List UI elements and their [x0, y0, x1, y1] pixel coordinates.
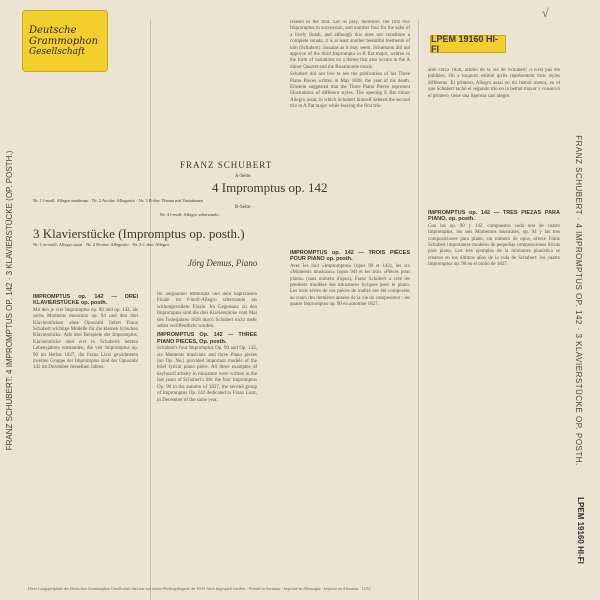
column-divider [150, 20, 151, 600]
logo-line-2: Grammophon [29, 35, 99, 47]
paragraph-fr-2: Schubert did not live to see the publication of his Three Piano Pieces written in May 1828, the year of his death. Einstein suggested that the Three Piano Pieces represent illustrations of different styles. The opening E flat minor Allegro assai, in which Schubert himself deleted the second trio in A flat major while leaving the first trio. [290, 72, 410, 110]
logo-line-3: Gesellschaft [29, 46, 85, 57]
dg-logo [22, 10, 108, 72]
footer-notice: Diese Langspielplatte der Deutschen Grammophon Gesellschaft darf nur mit einem Wiedergabegerät der Hi-Fi Serie abgespielt werden. · Printed in Germany · Imprimé en Allemagne · Impreso en Alemania · 12/62 [28, 586, 371, 591]
paragraph-es: Con los op. 90 y 142, compuestos cada uno de cuatro Impromptus, los seis Momentos musicales, op. 94 y las tres composiciones para piano, sin número de opus, ofrece Franz Schubert importantes modelos de pequeñas composiciones líricas para piano. Los tres ejemplos de la miniatura pianística se crearon en los últimos años de la vida de Schubert: los cuatro Impromptus op. 90 en el otoño de 1827. [428, 223, 560, 268]
paragraph-en: Schubert's four Impromptus Op. 90 and Op. 142, six Moments musicaux and three Piano pieces (no Op. No.) provided important models of the brief lyrical piano piece. All three examples of keyboard artistry in miniature were written in the last years of Schubert's life: the four Impromptus Op. 90 in the autumn of 1827, the second group of Impromptus Op. 142 dedicated to Franz Liszt, in December of the same year. [157, 346, 257, 403]
text-german-2 [157, 292, 257, 582]
paragraph-de-2: Im langsamen Mittelsatz und dem kapriziösen Finale im f-moll-Allegro scherzando als wirkungsvollem Finale. Im Gegensatz zu den Impromptus sind die drei Klavierstücke vom Mai des Todesjahres 1828 durch Schubert nicht mehr selbst veröffentlicht worden. [157, 292, 257, 330]
section-heading-fr: IMPROMPTUS op. 142 — TROIS PIÈCES POUR PIANO op. posth. [290, 250, 410, 263]
title-side-a: 4 Impromptus op. 142 [212, 180, 328, 195]
text-spanish-intro [428, 68, 560, 198]
spine-catalog-text: LPEM 19160 HI-FI [575, 496, 585, 564]
right-spine-text: FRANZ SCHUBERT · 4 IMPROMPTUS OP. 142 · 3 KLAVIERSTÜCKE OP. POSTH. [573, 134, 583, 466]
side-a-track-4: Nr. 4 f-moll: Allegro scherzando [160, 212, 219, 217]
logo-line-1: Deutsche [29, 24, 77, 36]
text-spanish [428, 208, 560, 582]
catalog-tag: LPEM 19160 HI-FI [430, 35, 506, 53]
title-side-b: 3 Klavierstücke (Impromptus op. posth.) [33, 226, 245, 241]
paragraph-es-2: ante cerca 1828, último de la vie de Schubert; il n'est pas été publiées. On a toujours estimé qu'ils représentent trois styles différents. El primero, Allegro assai en mi bemol menor, en el que Schubert tachó el segundo trío en la bemol mayor y conservó el primero, tiene una ligereza casi alegre. [428, 68, 560, 99]
composer-name: FRANZ SCHUBERT [180, 160, 273, 170]
performer: Jörg Demus, Piano [188, 258, 258, 268]
paragraph-fr: Avec les huit «Impromptus» (opus 90 et 142), les six «Moments musicaux» (opus 94) et les trois «Pièces pour piano» (sans numéro d'opus), Franz Schubert a créé les premiers modèles des miniatures lyriques pour le piano. Les trois séries de ces pièces de maître ont été composées au cours des dernières années de la vie du compositeur : les quatre Impromptus op. 90 en automne 1827. [290, 263, 410, 308]
section-heading-en: IMPROMPTUS Op. 142 — THREE PIANO PIECES, Op. posth. [157, 332, 257, 345]
side-a-track-list: Nr. 1 f-moll: Allegro moderato · Nr. 2 As-dur: Allegretto · Nr. 3 B-dur: Thema mit Variationen [33, 198, 203, 203]
text-french [290, 248, 410, 582]
paragraph-en-2: related to the first. Let us play, therefore, the first two Impromptus in succession, and number four for the sake of a lively finish, and although this does not constitute a complete sonata, it is at least another beautiful memento of him (Schubert). Sonatas as it may seem, Schumann did not approve of the third Impromptu in B flat major, written in the form of variations on a theme that also occurs in the A minor Quartet and the Rosamunde music. [290, 20, 410, 70]
text-english-2 [290, 20, 410, 260]
spine-catalog [570, 470, 590, 590]
side-b-track-list: Nr. 1 es-moll: Allegro assai · Nr. 2 Es-dur: Allegretto · Nr. 3 C-dur: Allegro [33, 242, 169, 247]
left-spine-text: FRANZ SCHUBERT: 4 IMPROMPTUS OP. 142 · 3 KLAVIERSTÜCKE (OP. POSTH.) [5, 150, 15, 450]
section-heading-de: IMPROMPTUS op. 142 — DREI KLAVIERSTÜCKE op. posth. [33, 294, 138, 307]
text-german [33, 292, 138, 582]
check-mark: √ [542, 6, 549, 20]
side-a-label: A-Seite: [235, 174, 252, 179]
column-divider [418, 20, 419, 600]
left-spine [0, 0, 20, 600]
section-heading-es: IMPROMPTUS op. 142 — TRES PIEZAS PARA PIANO, op. posth. [428, 210, 560, 223]
side-b-label: B-Seite: [235, 205, 252, 210]
paragraph-de: Mit den je vier Impromptus op. 90 und op. 142, als sechs Moments musicaux op. 94 und den drei Klavierstücken ohne Opuszahl liefert Franz Schubert wichtige Modelle für die kleinen lyrischen Klavierstücke. Alle drei Beispiele der Impromptus, Klavierstücke sind erst in Schuberts letzten Lebensjahren entstanden, die vier Impromptus op. 90 im Herbst 1827, die Franz Liszt gewidmeten zweiten Gruppe der Impromptus sind der Opuszahl 142 im Dezember desselben Jahres. [33, 307, 138, 371]
